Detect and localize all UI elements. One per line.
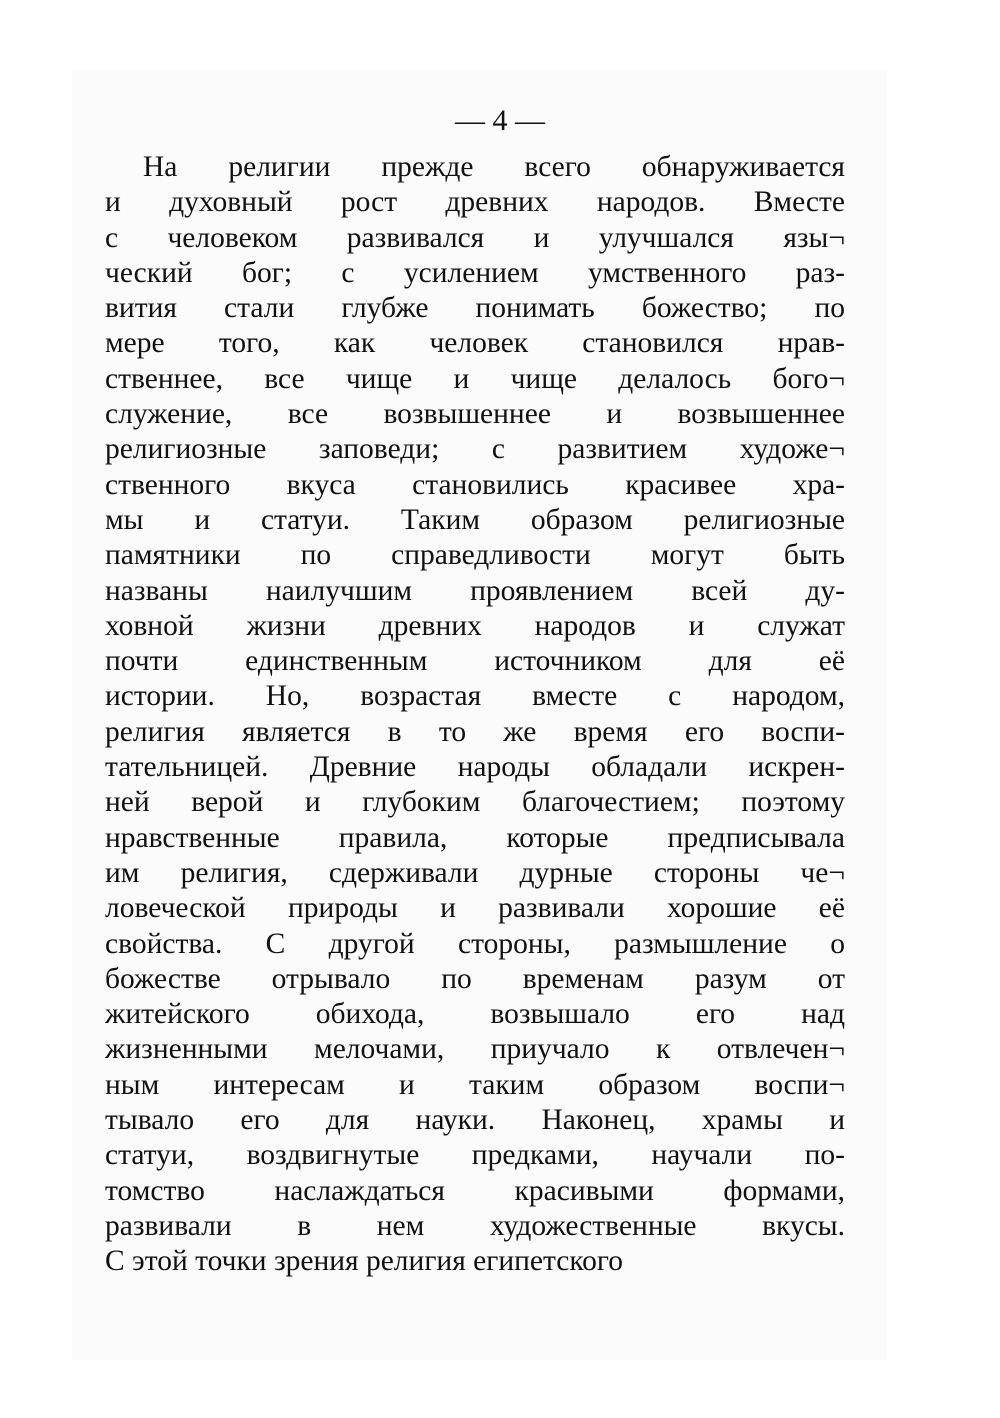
text-line: и духовный рост древних народов. Вместе bbox=[105, 186, 845, 219]
text-line: божестве отрывало по временам разум от bbox=[105, 962, 845, 995]
text-line: свойства. С другой стороны, размышление о bbox=[105, 927, 845, 960]
text-line: ческий бог; с усилением умственного раз- bbox=[105, 256, 845, 289]
text-line: ней верой и глубоким благочестием; поэтому bbox=[105, 786, 845, 819]
text-line: С этой точки зрения религия египетского bbox=[105, 1245, 624, 1278]
text-line: ховной жизни древних народов и служат bbox=[105, 609, 845, 642]
text-line: ственного вкуса становились красивее хра- bbox=[105, 468, 845, 501]
text-line: служение, все возвышеннее и возвышеннее bbox=[105, 398, 845, 431]
text-line: тательницей. Древние народы обладали искрен- bbox=[105, 751, 845, 784]
text-line: религия является в то же время его воспи- bbox=[105, 715, 845, 748]
text-line: памятники по справедливости могут быть bbox=[105, 539, 845, 572]
text-line: вития стали глубже понимать божество; по bbox=[105, 292, 845, 325]
text-line: На религии прежде всего обнаруживается bbox=[143, 151, 845, 183]
text-line: статуи, воздвигнутые предками, научали по- bbox=[105, 1139, 845, 1172]
text-line: религиозные заповеди; с развитием художе¬ bbox=[105, 433, 845, 466]
text-line: названы наилучшим проявлением всей ду- bbox=[105, 574, 845, 607]
text-line: житейского обихода, возвышало его над bbox=[105, 998, 845, 1031]
text-line: истории. Но, возрастая вместе с народом, bbox=[105, 680, 845, 713]
text-line: жизненными мелочами, приучало к отвлечен¬ bbox=[105, 1033, 845, 1066]
text-line: им религия, сдерживали дурные стороны че¬ bbox=[105, 856, 845, 889]
text-line: нравственные правила, которые предписывала bbox=[105, 821, 845, 854]
text-line: с человеком развивался и улучшался язы¬ bbox=[105, 221, 845, 254]
text-line: томство наслаждаться красивыми формами, bbox=[105, 1174, 845, 1207]
body-text bbox=[105, 150, 845, 1280]
text-line: мере того, как человек становился нрав- bbox=[105, 327, 845, 360]
text-line: почти единственным источником для её bbox=[105, 645, 845, 678]
text-line: развивали в нем художественные вкусы. bbox=[105, 1209, 845, 1242]
text-line: ственнее, все чище и чище делалось бого¬ bbox=[105, 362, 845, 395]
page-number: — 4 — bbox=[455, 104, 545, 137]
text-line: ным интересам и таким образом воспи¬ bbox=[105, 1068, 845, 1101]
text-line: ловеческой природы и развивали хорошие её bbox=[105, 892, 845, 925]
text-line: тывало его для науки. Наконец, храмы и bbox=[105, 1104, 845, 1137]
text-line: мы и статуи. Таким образом религиозные bbox=[105, 503, 845, 536]
